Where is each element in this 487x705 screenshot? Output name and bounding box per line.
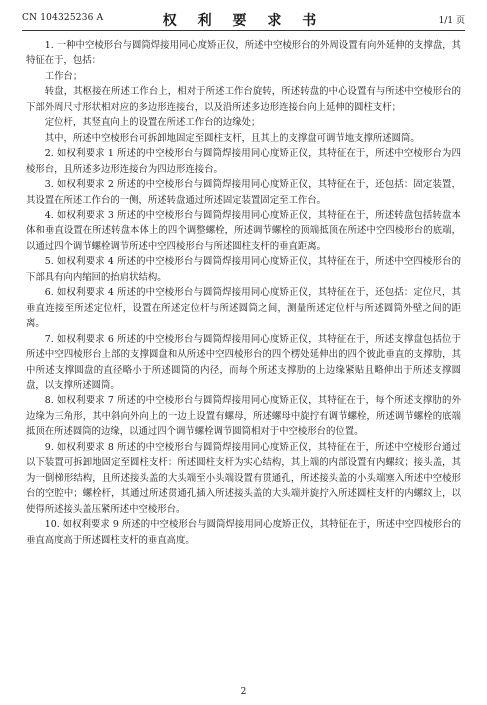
claims-body: [26, 38, 461, 548]
claim-4: 4. 如权利要求 3 所述的中空棱形台与圆筒焊接用同心度矫正仪，其特征在于，所述转盘包括转盘本体和垂直设置在所述转盘本体上的四个调整螺栓，所述调节螺栓的顶端抵顶在所述中空四棱形台的底端，以通过四个调节螺栓调节所述中空四棱形台与所述圆柱支杆的垂直距离。: [26, 209, 461, 252]
page-number: 2: [240, 687, 247, 697]
claim-10: 10. 如权利要求 9 所述的中空棱形台与圆筒焊接用同心度矫正仪，其特征在于，所述中空四棱形台的垂直高度高于所述圆柱支杆的垂直高度。: [26, 519, 461, 546]
publication-number: CN 104325236 A: [22, 13, 104, 23]
document-title: 权 利 要 求 书: [162, 13, 325, 29]
claim-1-workbench: 工作台；: [44, 70, 83, 82]
claim-5: 5. 如权利要求 4 所述的中空棱形台与圆筒焊接用同心度矫正仪，其特征在于，所述中空四棱形台的下部具有向内缩回的抬肩状结构。: [26, 256, 461, 283]
claim-1-turntable: 转盘，其枢接在所述工作台上，相对于所述工作台旋转，所述转盘的中心设置有与所述中空棱形台的下部外周尺寸形状相对应的多边形连接台，以及沿所述多边形连接台向上延伸的圆柱支杆；: [26, 86, 461, 113]
claim-1-wherein: 其中，所述中空棱形台可拆卸地固定至圆柱支杆，且其上的支撑盘可调节地支撑所述圆筒。: [44, 132, 420, 144]
claim-2: 2. 如权利要求 1 所述的中空棱形台与圆筒焊接用同心度矫正仪，其特征在于，所述中空棱形台为四棱形台，且所述多边形连接台为四边形连接台。: [26, 148, 461, 175]
claim-7: 7. 如权利要求 6 所述的中空棱形台与圆筒焊接用同心度矫正仪，其特征在于，所述支撑盘包括位于所述中空四棱形台上部的支撑圆盘和从所述中空四棱形台的四个楞处延伸出的四个彼此垂直的支撑肋，其中所述支撑圆盘的直径略小于所述圆筒的内径，而每个所述支撑肋的上边缘紧贴且略伸出于所述支撑圆盘，以支撑所述圆筒。: [26, 333, 461, 391]
document-header: [22, 10, 465, 28]
claim-6: 6. 如权利要求 4 所述的中空棱形台与圆筒焊接用同心度矫正仪，其特征在于，还包括：定位尺，其垂直连接至所述定位杆，设置在所述定位杆与所述圆筒之间，测量所述定位杆与所述圆筒外壁之间的距离。: [26, 287, 461, 330]
claim-1: 1. 一种中空棱形台与圆筒焊接用同心度矫正仪，所述中空棱形台的外周设置有向外延伸的支撑盘，其特征在于，包括：: [26, 40, 461, 67]
claim-8: 8. 如权利要求 7 所述的中空棱形台与圆筒焊接用同心度矫正仪，其特征在于，每个所述支撑肋的外边缘为三角形，其中斜向外向上的一边上设置有螺母，所述螺母中旋拧有调节螺栓，所述调节螺栓的底端抵顶在所述圆筒的边缘，以通过四个调节螺栓调节圆筒相对于中空棱形台的位置。: [26, 395, 461, 438]
claim-1-positioning-rod: 定位杆，其竖直向上的设置在所述工作台的边缘处；: [44, 117, 261, 129]
page-info: 1/1 页: [438, 16, 465, 26]
claim-9: 9. 如权利要求 8 所述的中空棱形台与圆筒焊接用同心度矫正仪，其特征在于，所述中空棱形台通过以下装置可拆卸地固定至圆柱支杆：所述圆柱支杆为实心结构，其上端的内部设置有内螺纹；接头盖，其为一倒梯形结构，且所述接头盖的大头端至小头端设置有贯通孔，所述接头盖的小头端塞入所述中空棱形台的空腔中；螺栓杆，其通过所述贯通孔插入所述接头盖的大头端并旋拧入所述圆柱支杆的内螺纹上，以使得所述接头盖压紧所述中空棱形台。: [26, 441, 461, 515]
claim-3: 3. 如权利要求 2 所述的中空棱形台与圆筒焊接用同心度矫正仪，其特征在于，还包括：固定装置，其设置在所述工作台的一侧，所述转盘通过所述固定装置固定至工作台。: [26, 179, 461, 206]
header-divider: [22, 30, 465, 31]
